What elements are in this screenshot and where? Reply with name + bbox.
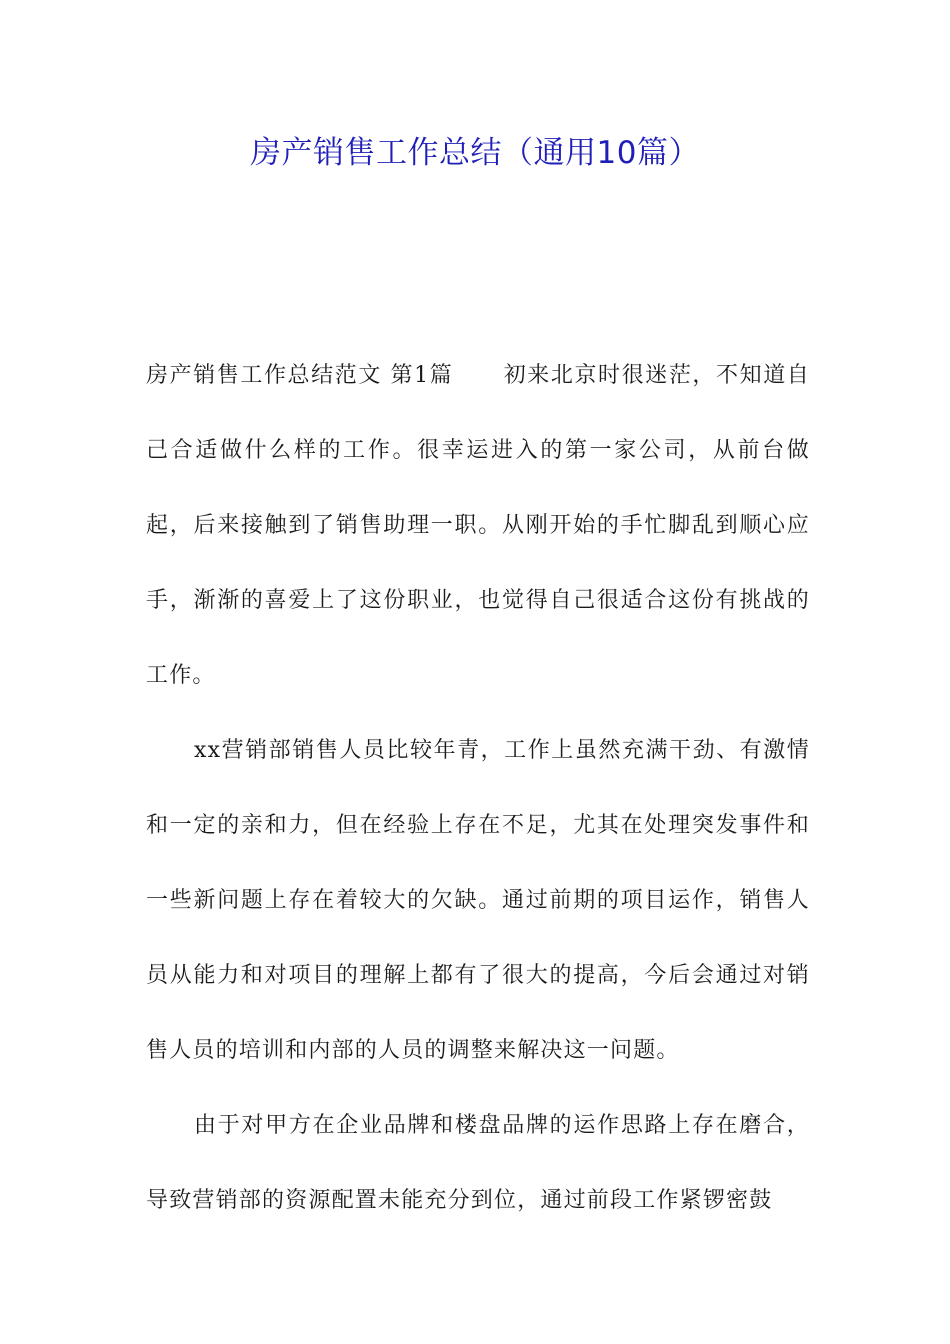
paragraph-1 <box>146 338 810 713</box>
section-heading: 房产销售工作总结范文 第1篇 <box>146 363 454 388</box>
paragraph-2: xx营销部销售人员比较年青，工作上虽然充满干劲、有激情和一定的亲和力，但在经验上存在不足，尤其在处理突发事件和一些新问题上存在着较大的欠缺。通过前期的项目运作，销售人员从能力和对项目的理解上都有了很大的提高，今后会通过对销售人员的培训和内部的人员的调整来解决这一问题。 <box>146 738 810 1063</box>
paragraph-3: 由于对甲方在企业品牌和楼盘品牌的运作思路上存在磨合，导致营销部的资源配置未能充分到位，通过前段工作紧锣密鼓 <box>146 1113 810 1213</box>
document-body <box>146 338 810 1238</box>
paragraph-1-text: 初来北京时很迷茫，不知道自己合适做什么样的工作。很幸运进入的第一家公司，从前台做起，后来接触到了销售助理一职。从刚开始的手忙脚乱到顺心应手，渐渐的喜爱上了这份职业，也觉得自己很适合这份有挑战的工作。 <box>146 363 810 688</box>
document-title: 房产销售工作总结（通用10篇） <box>250 135 700 171</box>
